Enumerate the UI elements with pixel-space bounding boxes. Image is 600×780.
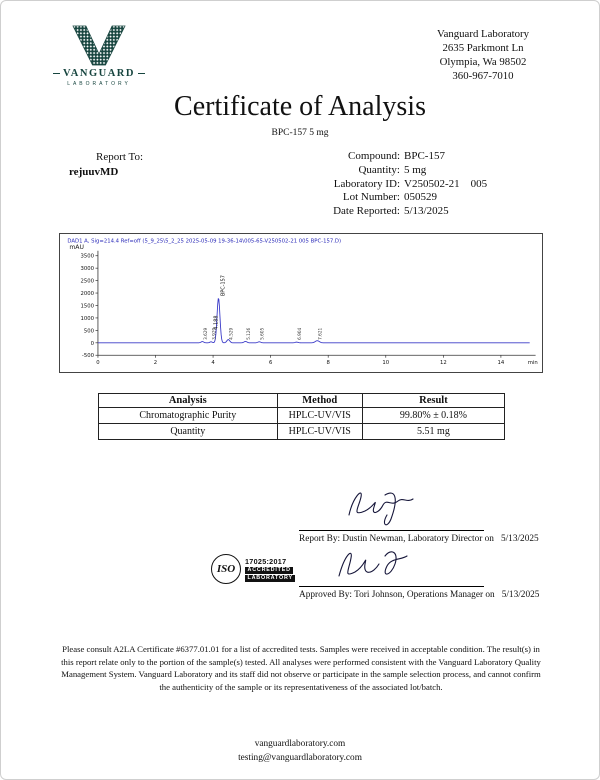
detail-laboratory-id [297,178,487,192]
iso-badge-text [245,557,295,582]
detail-value: V250502-21 005 [404,177,488,190]
address-line: Olympia, Wa 98502 [439,56,527,69]
logo-brand-label: VANGUARD [63,68,135,79]
svg-text:14: 14 [497,360,505,367]
svg-text:4.529: 4.529 [228,327,234,340]
logo-sub-text: LABORATORY [67,81,131,87]
detail-label: Quantity: [358,163,400,176]
detail-value: 050529 [404,191,437,204]
svg-text:3000: 3000 [80,266,94,273]
col-analysis: Analysis [99,394,278,408]
cell-result: 99.80% ± 0.18% [362,408,504,424]
svg-text:6: 6 [268,360,273,367]
report-by-text [299,534,539,544]
table-header-row [99,394,505,408]
iso-accredited-label: ACCREDITED [245,567,293,574]
cell-analysis: Chromatographic Purity [99,408,278,424]
iso-laboratory-label: LABORATORY [245,575,295,582]
footer [1,737,599,766]
detail-label: Lot Number: [342,191,400,204]
svg-text:DAD1 A, Sig=214.4 Ref=off (5_9: DAD1 A, Sig=214.4 Ref=off (5_9_25\5_2_25 2025-05-09 19-36-14\005-65-V250502-21 005 BPC-157.D) [67,238,342,245]
logo-brand-text [53,68,145,79]
approved-by-text [299,590,539,600]
report-to-block [69,150,143,180]
svg-text:6.904: 6.904 [297,327,303,340]
footer-email: testing@vanguardlaboratory.com [238,753,362,764]
table-row [99,408,505,424]
svg-text:-500: -500 [81,353,94,360]
cell-method: HPLC-UV/VIS [277,424,362,440]
iso-logo-icon: ISO [211,554,241,584]
address-line: 2635 Parkmont Ln [442,42,524,55]
chromatogram-svg [60,234,542,372]
detail-value: 5/13/2025 [404,205,449,218]
svg-text:0: 0 [96,360,100,367]
svg-text:BPC-157: BPC-157 [220,275,227,297]
svg-text:1000: 1000 [80,315,94,322]
svg-text:8: 8 [326,360,330,367]
chromatogram-panel [59,233,543,373]
svg-text:7.621: 7.621 [317,327,323,340]
svg-text:2000: 2000 [80,291,94,298]
svg-text:5.126: 5.126 [245,327,251,340]
svg-text:4: 4 [211,360,215,367]
detail-value: 5 mg [404,163,427,176]
svg-text:5.605: 5.605 [259,327,265,340]
iso-accreditation-badge [211,554,295,584]
footer-website: vanguardlaboratory.com [254,739,346,749]
address-line: Vanguard Laboratory [436,28,530,40]
detail-date-reported [297,205,487,219]
sample-details [297,150,487,219]
approval-signature-image [333,544,438,586]
svg-text:500: 500 [83,328,94,335]
report-by-label: Report By: Dustin Newman, Laboratory Director on [299,534,494,544]
cell-analysis: Quantity [99,424,278,440]
detail-quantity [297,164,487,178]
table-row [99,424,505,440]
lab-address [395,27,571,83]
detail-lot-number [297,191,487,205]
svg-text:mAU: mAU [69,243,84,251]
vanguard-logo [53,25,145,87]
svg-text:3.929: 3.929 [211,327,217,340]
report-by-date: 5/13/2025 [500,534,539,544]
detail-compound [297,150,487,164]
detail-label: Date Reported: [333,205,400,218]
report-signature-line [299,530,484,531]
cell-method: HPLC-UV/VIS [277,408,362,424]
svg-text:3.629: 3.629 [202,327,208,340]
vanguard-v-icon [71,25,127,66]
page-title: Certificate of Analysis [174,91,426,122]
results-table [98,393,505,440]
disclaimer-text: Please consult A2LA Certificate #6377.01.01 for a list of accredited tests. Samples were received in acceptable condition. The result(s) in this report relate only to the portion of the sample(s) tested. All analyses were performed consistent with the Vanguard Laboratory Quality Management System. Vanguard Laboratory and its staff did not observe or participate in the sample selection process, and cannot confirm the authenticity of the sample or its representativeness of the associated lot/batch. [61,644,541,692]
report-signature-image [341,485,436,529]
svg-text:12: 12 [439,360,447,367]
detail-label: Compound: [348,150,400,162]
detail-value: BPC-157 [404,150,445,162]
svg-text:3500: 3500 [80,253,94,260]
iso-standard: 17025:2017 [245,556,287,566]
approved-by-label: Approved By: Tori Johnson, Operations Manager on [299,590,495,600]
cell-result: 5.51 mg [362,424,504,440]
approved-by-date: 5/13/2025 [501,590,540,600]
svg-text:2500: 2500 [80,278,94,285]
approval-signature-line [299,586,484,587]
report-to-label: Report To: [96,151,143,163]
svg-text:2: 2 [153,360,158,367]
svg-text:0: 0 [90,340,94,347]
report-to-value: rejuuvMD [69,165,119,178]
svg-text:1500: 1500 [80,303,94,310]
detail-label: Laboratory ID: [333,177,400,190]
svg-text:10: 10 [382,360,390,367]
col-result: Result [362,394,504,408]
svg-text:4.188: 4.188 [213,315,220,330]
col-method: Method [277,394,362,408]
page-subtitle: BPC-157 5 mg [271,128,329,138]
svg-text:min: min [527,360,538,367]
address-line: 360-967-7010 [452,70,514,83]
